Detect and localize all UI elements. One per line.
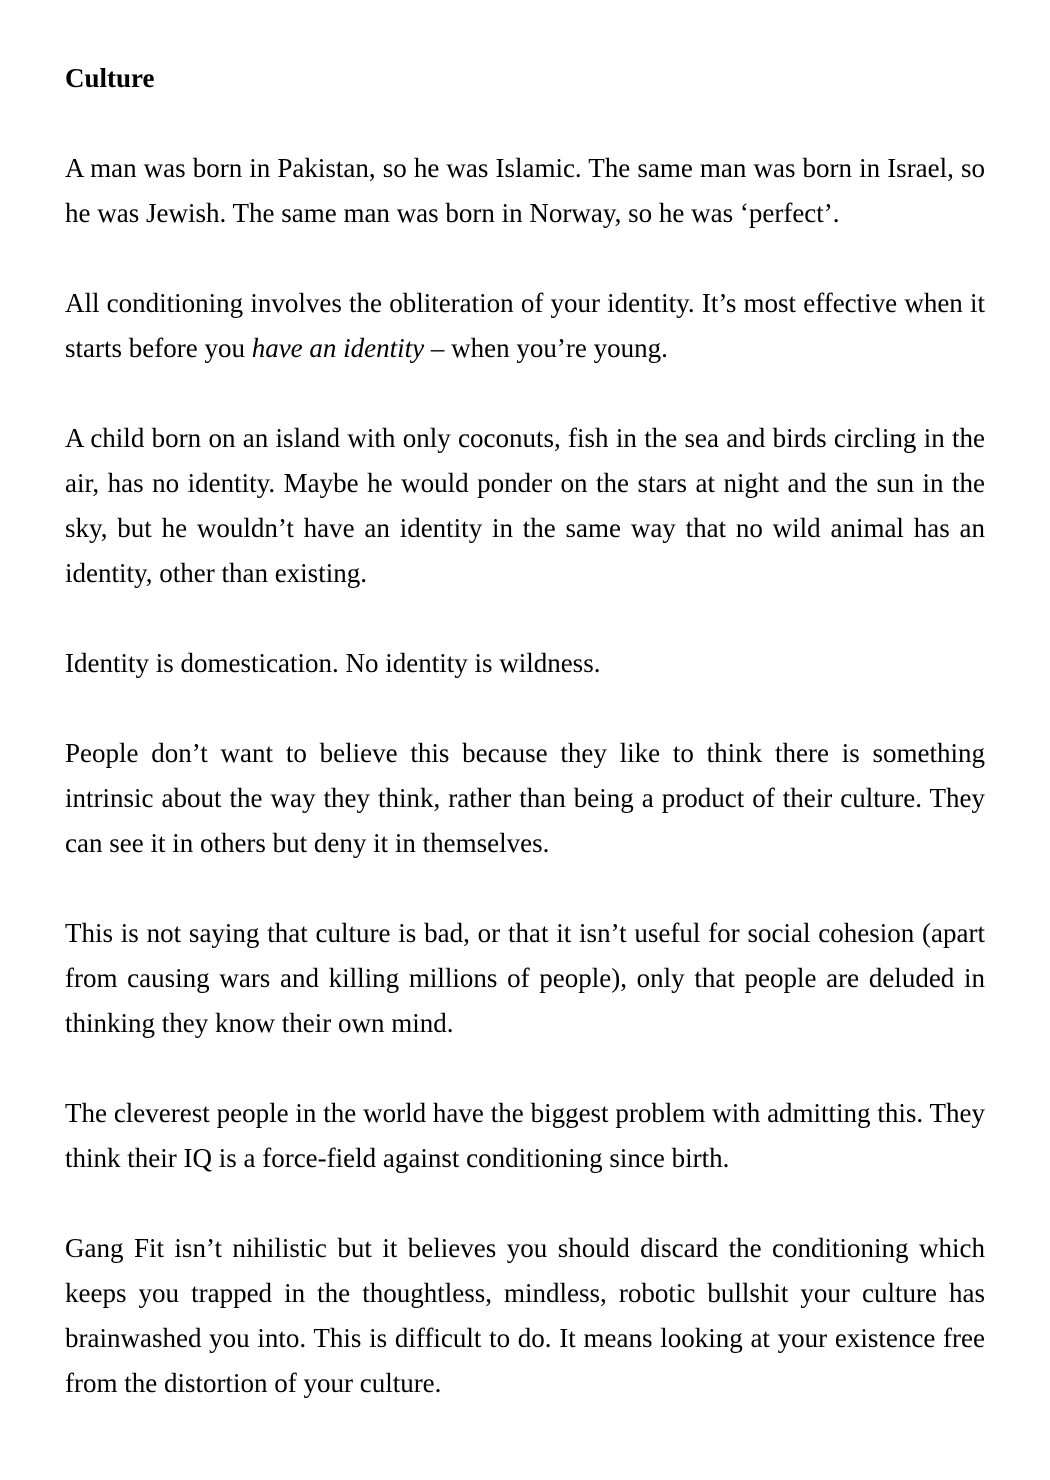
paragraph-8: Gang Fit isn’t nihilistic but it believes you should discard the conditioning which keeps you trapped in the thoughtless, mindless, robotic bullshit your culture has brainwashed you into. This is difficult to do. It means looking at your existence free from the distortion of your culture.: [65, 1233, 985, 1398]
document-page: [65, 56, 985, 1406]
paragraph-2-italic-phrase: have an identity: [251, 333, 425, 363]
paragraph-2: [65, 281, 985, 371]
paragraph-2-text-before: All conditioning involves the obliteration of your identity. It’s most effective when it starts before you: [65, 288, 985, 363]
paragraph-6: This is not saying that culture is bad, or that it isn’t useful for social cohesion (apart from causing wars and killing millions of people), only that people are deluded in thinking they know their own mind.: [65, 918, 985, 1038]
paragraph-1: A man was born in Pakistan, so he was Islamic. The same man was born in Israel, so he was Jewish. The same man was born in Norway, so he was ‘perfect’.: [65, 153, 985, 228]
paragraph-3: A child born on an island with only coconuts, fish in the sea and birds circling in the air, has no identity. Maybe he would ponder on the stars at night and the sun in the sky, but he wouldn’t have an identity in the same way that no wild animal has an identity, other than existing.: [65, 423, 985, 588]
page-title: Culture: [65, 63, 155, 93]
paragraph-2-text-after: – when you’re young.: [424, 333, 668, 363]
paragraph-4: Identity is domestication. No identity is wildness.: [65, 648, 601, 678]
paragraph-5: People don’t want to believe this because they like to think there is something intrinsic about the way they think, rather than being a product of their culture. They can see it in others but deny it in themselves.: [65, 738, 985, 858]
paragraph-7: The cleverest people in the world have the biggest problem with admitting this. They think their IQ is a force-field against conditioning since birth.: [65, 1098, 985, 1173]
